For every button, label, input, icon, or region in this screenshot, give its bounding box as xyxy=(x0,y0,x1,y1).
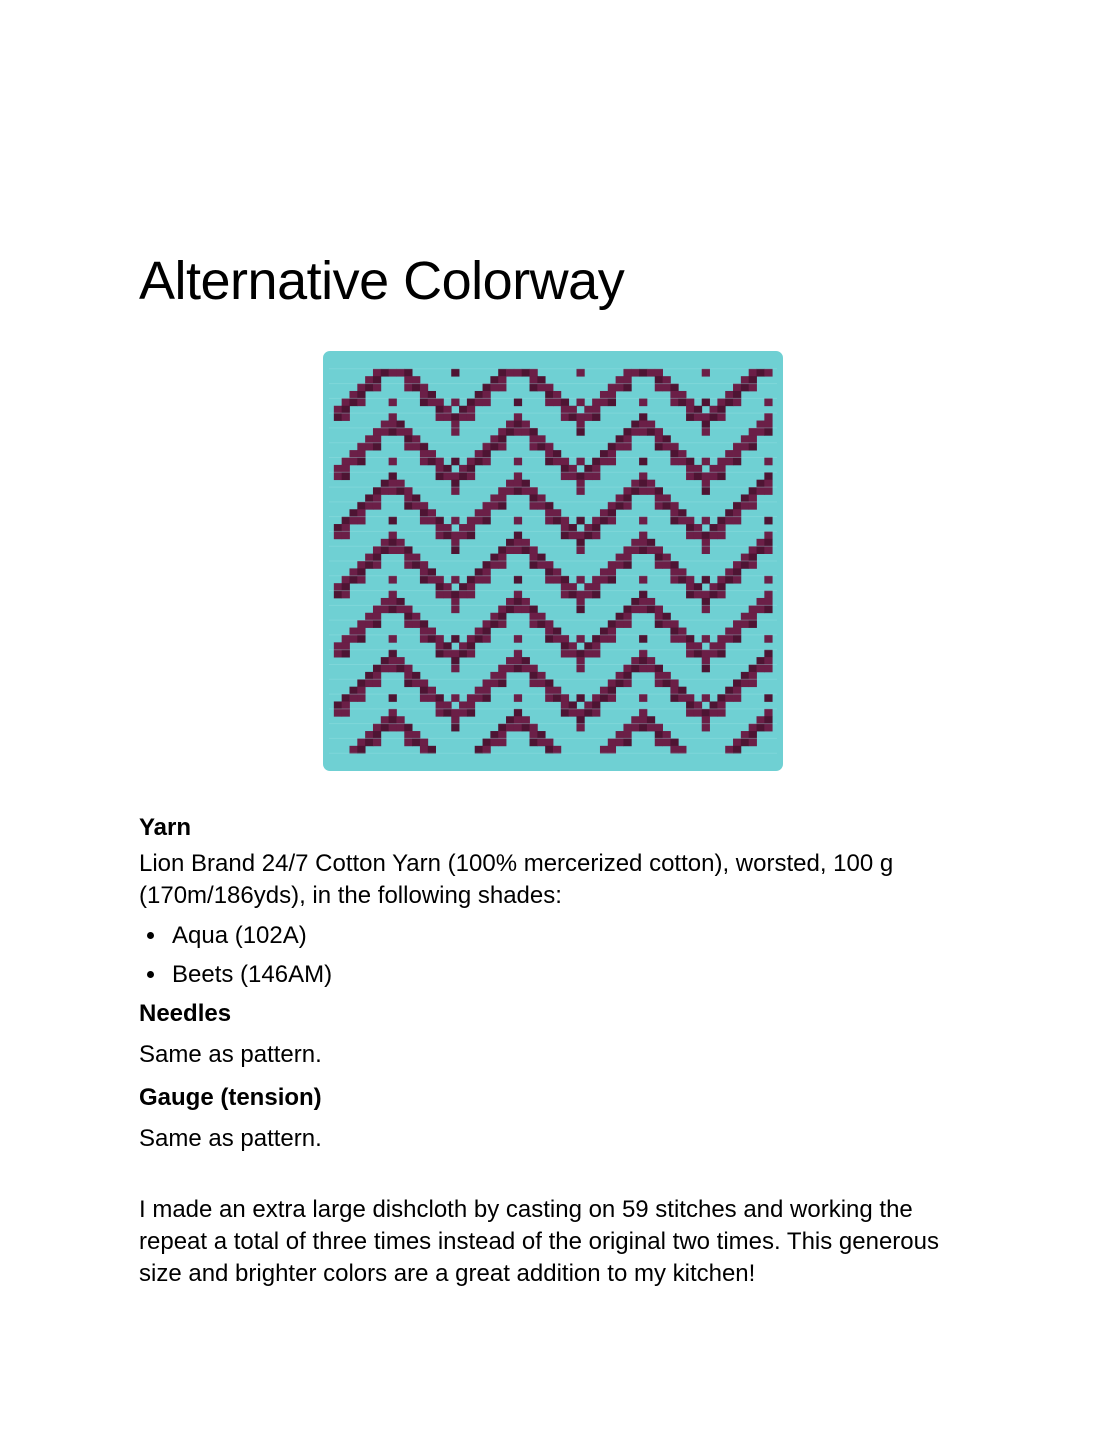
bullet-icon xyxy=(147,971,154,978)
yarn-shades-list xyxy=(139,916,979,994)
bullet-icon xyxy=(147,932,154,939)
needles-text: Same as pattern. xyxy=(139,1041,322,1068)
gauge-heading: Gauge (tension) xyxy=(139,1084,322,1111)
needles-heading: Needles xyxy=(139,1000,232,1027)
knitted-swatch-photo xyxy=(320,348,786,774)
page-title: Alternative Colorway xyxy=(139,251,625,311)
shade-label: Beets (146AM) xyxy=(172,961,333,988)
shade-label: Aqua (102A) xyxy=(172,922,307,949)
designer-notes: I made an extra large dishcloth by casting on 59 stitches and working the repeat a total of three times instead of the original two times. This generous size and brighter colors are a great addition to my kitchen! xyxy=(139,1196,939,1287)
mosaic-swatch-image xyxy=(320,348,786,774)
yarn-description: Lion Brand 24/7 Cotton Yarn (100% mercerized cotton), worsted, 100 g (170m/186yds), in the following shades: xyxy=(139,850,894,909)
list-item xyxy=(139,955,979,994)
pattern-details xyxy=(139,808,979,1290)
gauge-text: Same as pattern. xyxy=(139,1125,322,1152)
yarn-heading: Yarn xyxy=(139,814,192,841)
list-item xyxy=(139,916,979,955)
